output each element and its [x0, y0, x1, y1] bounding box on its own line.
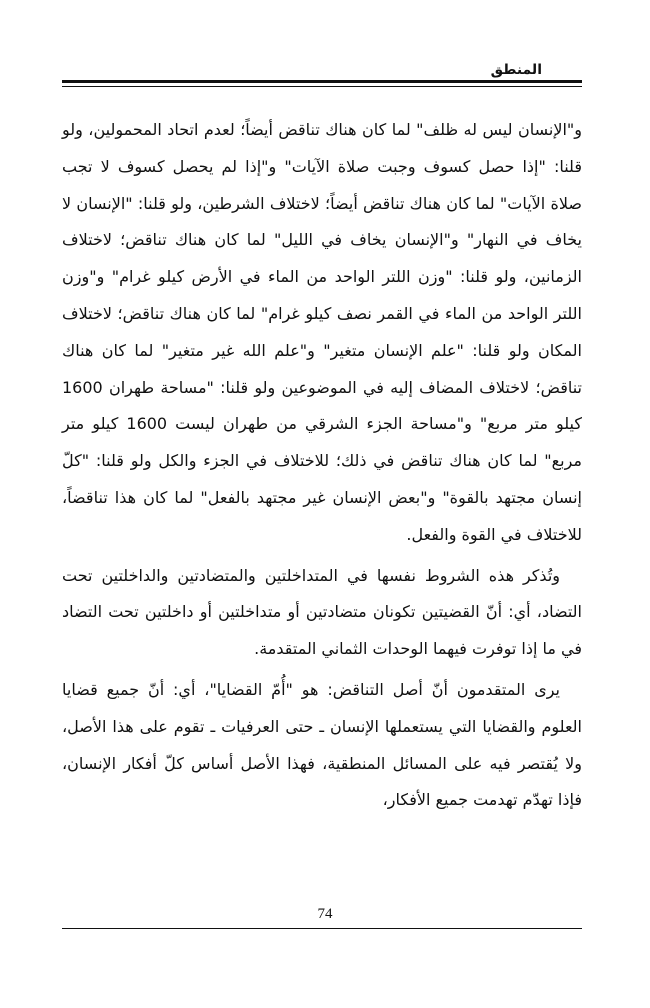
paragraph-3: يرى المتقدمون أنّ أصل التناقض: هو "أُمّ القضايا"، أي: أنّ جميع قضايا العلوم والقضايا التي يستعملها الإنسان ـ حتى العرفيات ـ تقوم على هذا الأصل، ولا يُقتصر فيه على المسائل المنطقية، فهذا الأصل أساس كلّ أفكار الإنسان، فإذا تهدّم تهدمت جميع الأفكار،	[62, 679, 582, 810]
header-rule-thin	[62, 86, 582, 87]
paragraph-2: وتُذكر هذه الشروط نفسها في المتداخلتين والمتضادتين والداخلتين تحت التضاد، أي: أنّ القضيتين تكونان متضادتين أو متداخلتين أو داخلتين تحت التضاد في ما إذا توفرت فيهما الوحدات الثماني المتقدمة.	[62, 565, 582, 659]
paragraph-1: و"الإنسان ليس له ظلف" لما كان هناك تناقض أيضاً؛ لعدم اتحاد المحمولين، ولو قلنا: "إذا حصل كسوف وجبت صلاة الآيات" و"إذا لم يحصل كسوف لا تجب صلاة الآيات" لما كان هناك تناقض أيضاً؛ لاختلاف الشرطين، ولو قلنا: "الإنسان لا يخاف في النهار" و"الإنسان يخاف في الليل" لما كان هناك تناقض؛ لاختلاف الزمانين، ولو قلنا: "وزن اللتر الواحد من الماء في الأرض كيلو غرام" و"وزن اللتر الواحد من الماء في القمر نصف كيلو غرام" لما كان هناك تناقض؛ لاختلاف المكان ولو قلنا: "علم الإنسان متغير" و"علم الله غير متغير" لما كان هناك تناقض؛ لاختلاف المضاف إليه في الموضوعين ولو قلنا: "مساحة طهران 1600 كيلو متر مربع" و"مساحة الجزء الشرقي من طهران ليست 1600 كيلو متر مربع" لما كان هناك تناقض في ذلك؛ للاختلاف في الجزء والكل ولو قلنا: "كلّ إنسان مجتهد بالقوة" و"بعض الإنسان غير مجتهد بالفعل" لما كان هذا تناقضاً، للاختلاف في القوة والفعل.	[62, 120, 583, 544]
running-header-title: المنطق	[490, 62, 542, 78]
page-number: 74	[317, 906, 333, 922]
body-text	[62, 112, 582, 819]
header-rule-thick	[62, 80, 582, 83]
footer-rule	[62, 928, 582, 929]
